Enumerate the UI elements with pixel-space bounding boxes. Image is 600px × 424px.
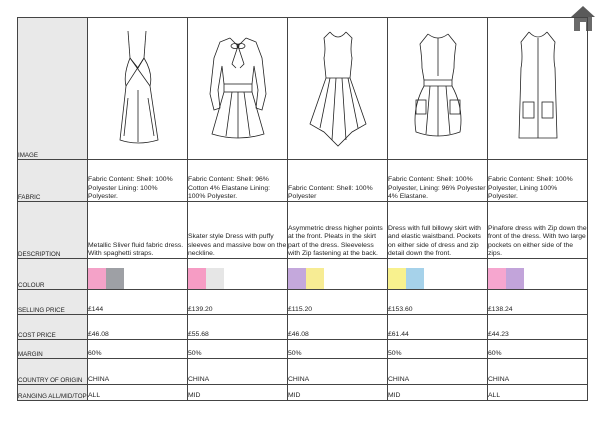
margin-cell: 50% <box>288 340 388 359</box>
selling-price-cell: £115.20 <box>288 290 388 315</box>
row-label-image: IMAGE <box>18 18 88 160</box>
colour-swatch <box>188 268 206 289</box>
image-row <box>18 18 588 160</box>
margin-cell: 60% <box>88 340 188 359</box>
colour-swatch <box>88 268 106 289</box>
product-range-table <box>17 17 588 401</box>
fabric-cell: Fabric Content: Shell: 100% Polyester, Lining 100% Polyester. <box>488 160 588 202</box>
row-label-selling-price: SELLING PRICE <box>18 290 88 315</box>
ranging-cell: ALL <box>488 385 588 401</box>
colour-swatch <box>388 268 406 289</box>
fabric-cell: Fabric Content: Shell: 100% Polyester Lining: 100% Polyester. <box>88 160 188 202</box>
colour-cell <box>488 259 588 290</box>
selling-price-cell: £139.20 <box>188 290 288 315</box>
colour-row <box>18 259 588 290</box>
dress-image-5 <box>488 18 588 160</box>
fabric-cell: Fabric Content: Shell: 100% Polyester, Lining: 96% Polyester 4% Elastane. <box>388 160 488 202</box>
skater-dress-sketch <box>202 28 274 150</box>
margin-cell: 50% <box>188 340 288 359</box>
colour-swatch <box>488 268 506 289</box>
ranging-cell: MID <box>288 385 388 401</box>
colour-cell <box>88 259 188 290</box>
colour-cell <box>288 259 388 290</box>
colour-swatch <box>506 268 524 289</box>
ranging-cell: MID <box>188 385 288 401</box>
colour-swatch <box>288 268 306 289</box>
dress-image-1 <box>88 18 188 160</box>
colour-swatch <box>106 268 124 289</box>
description-cell: Dress with full billowy skirt with and elastic waistband. Pockets on either side of dress and zip detail down the front. <box>388 202 488 259</box>
cost-price-cell: £46.08 <box>88 315 188 340</box>
ranging-cell: ALL <box>88 385 188 401</box>
dress-image-4 <box>388 18 488 160</box>
selling-price-cell: £138.24 <box>488 290 588 315</box>
cost-price-cell: £46.08 <box>288 315 388 340</box>
description-cell: Pinafore dress with Zip down the front of the dress. With two large pockets on either side of the zips. <box>488 202 588 259</box>
country-cell: CHINA <box>88 359 188 385</box>
row-label-cost-price: COST PRICE <box>18 315 88 340</box>
cost-price-row <box>18 315 588 340</box>
country-cell: CHINA <box>188 359 288 385</box>
colour-cell <box>388 259 488 290</box>
billowy-dress-sketch <box>402 28 474 150</box>
description-cell: Skater style Dress with puffy sleeves and massive bow on the neckline. <box>188 202 288 259</box>
pinafore-dress-sketch <box>505 28 571 150</box>
asymmetric-dress-sketch <box>302 28 374 150</box>
cost-price-cell: £44.23 <box>488 315 588 340</box>
ranging-row <box>18 385 588 401</box>
selling-price-row <box>18 290 588 315</box>
colour-swatch <box>306 268 324 289</box>
cost-price-cell: £61.44 <box>388 315 488 340</box>
cost-price-cell: £55.68 <box>188 315 288 340</box>
country-cell: CHINA <box>388 359 488 385</box>
row-label-colour: COLOUR <box>18 259 88 290</box>
fabric-row <box>18 160 588 202</box>
row-label-description: DESCRIPTION <box>18 202 88 259</box>
row-label-country: COUNTRY OF ORIGIN <box>18 359 88 385</box>
row-label-ranging: RANGING ALL/MID/TOP <box>18 385 88 401</box>
country-cell: CHINA <box>288 359 388 385</box>
description-cell: Asymmetric dress higher points at the front. Pleats in the skirt part of the dress. Sleeveless with Zip fastening at the back. <box>288 202 388 259</box>
selling-price-cell: £153.60 <box>388 290 488 315</box>
colour-cell <box>188 259 288 290</box>
slip-dress-sketch <box>108 28 168 150</box>
fabric-cell: Fabric Content: Shell: 96% Cotton 4% Elastane Lining: 100% Polyester. <box>188 160 288 202</box>
ranging-cell: MID <box>388 385 488 401</box>
country-row <box>18 359 588 385</box>
margin-cell: 50% <box>388 340 488 359</box>
row-label-fabric: FABRIC <box>18 160 88 202</box>
margin-row <box>18 340 588 359</box>
colour-swatch <box>406 268 424 289</box>
margin-cell: 60% <box>488 340 588 359</box>
description-cell: Metallic Sliver fluid fabric dress. With spaghetti straps. <box>88 202 188 259</box>
country-cell: CHINA <box>488 359 588 385</box>
description-row <box>18 202 588 259</box>
colour-swatch <box>206 268 224 289</box>
row-label-margin: MARGIN <box>18 340 88 359</box>
selling-price-cell: £144 <box>88 290 188 315</box>
fabric-cell: Fabric Content: Shell: 100% Polyester <box>288 160 388 202</box>
dress-image-3 <box>288 18 388 160</box>
dress-image-2 <box>188 18 288 160</box>
